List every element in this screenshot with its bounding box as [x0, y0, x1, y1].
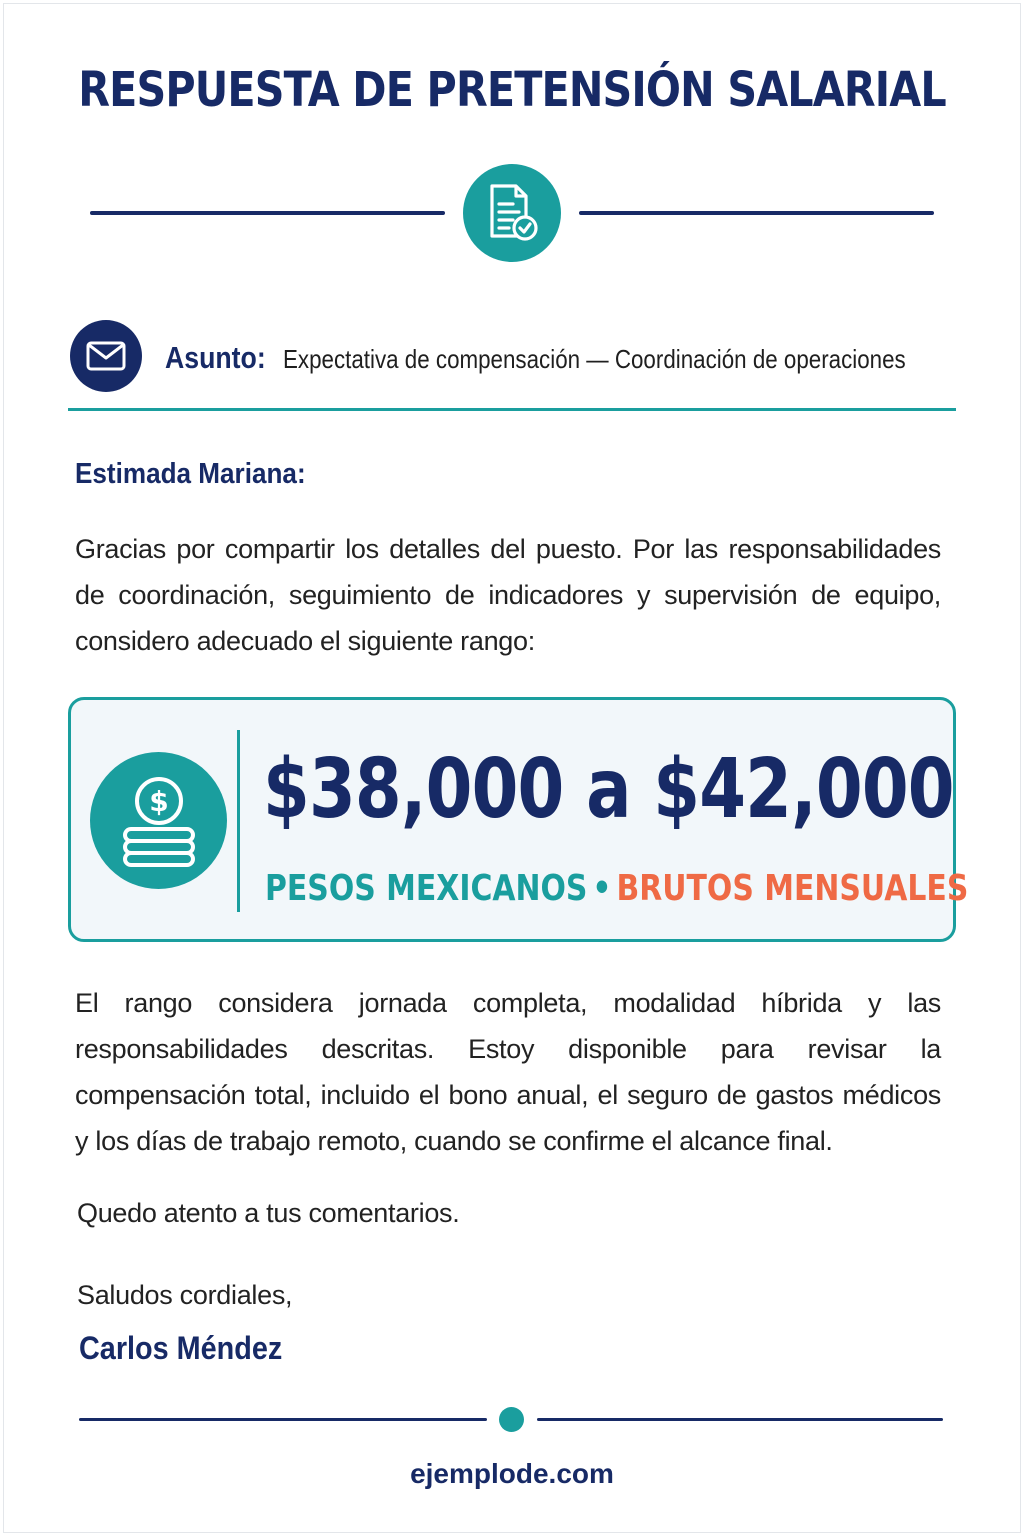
salary-amount: $38,000 a $42,000 [263, 742, 954, 837]
envelope-badge [70, 320, 142, 392]
period-label: BRUTOS MENSUALES [616, 868, 969, 909]
subject-divider [68, 408, 956, 411]
document-check-icon [482, 182, 542, 244]
footer-dot [499, 1407, 524, 1432]
caption-separator: • [592, 868, 612, 909]
currency-label: PESOS MEXICANOS [265, 868, 588, 909]
range-separator [237, 730, 240, 912]
header-divider-left [90, 211, 445, 215]
envelope-icon [86, 341, 126, 371]
body-paragraph: El rango considera jornada completa, modalidad híbrida y las responsabilidades descritas. Estoy disponible para revisar la compensación total, incluido el bono anual, el seguro de gastos médicos y los días de trabajo remoto, cuando se confirme el alcance final. [75, 988, 941, 1156]
svg-text:$: $ [148, 784, 169, 818]
intro-paragraph: Gracias por compartir los detalles del puesto. Por las responsabilidades de coordinación, seguimiento de indicadores y supervisión de equipo, considero adecuado el siguiente rango: [75, 534, 941, 656]
header-divider-right [579, 211, 934, 215]
subject-line [165, 340, 1007, 376]
subject-label: Asunto: [165, 340, 266, 375]
footer-divider-left [79, 1418, 487, 1421]
greeting: Estimada Mariana: [75, 458, 306, 490]
closing-line: Quedo atento a tus comentarios. [77, 1198, 460, 1228]
document-check-badge [463, 164, 561, 262]
signature-name: Carlos Méndez [79, 1330, 283, 1366]
footer-website[interactable]: ejemplode.com [410, 1458, 614, 1489]
money-coins-icon [117, 773, 201, 869]
page-title: RESPUESTA DE PRETENSIÓN SALARIAL [78, 62, 946, 118]
salary-caption [265, 868, 968, 909]
farewell-line: Saludos cordiales, [77, 1280, 293, 1310]
footer-divider-right [537, 1418, 943, 1421]
money-badge [90, 752, 227, 889]
salary-range-box [68, 697, 969, 942]
subject-text: Expectativa de compensación — Coordinación de operaciones [282, 344, 906, 374]
